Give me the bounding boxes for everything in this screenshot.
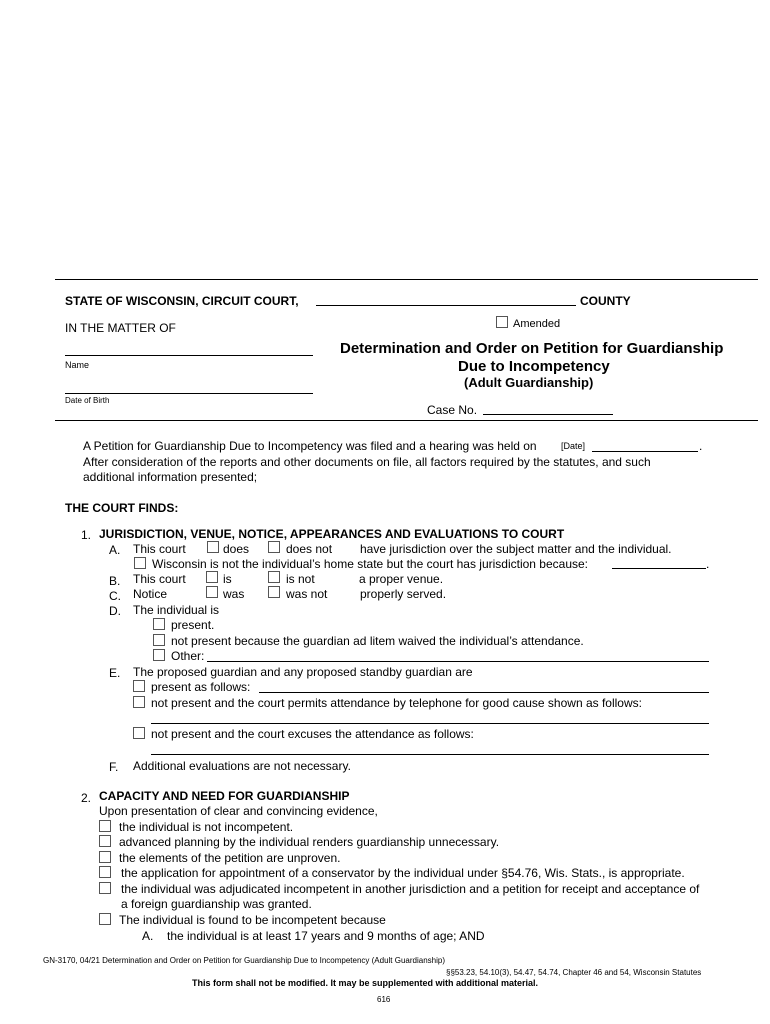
venue-rest: a proper venue. [359,572,444,586]
section1-number: 1. [81,528,92,542]
section2-lead: Upon presentation of clear and convincing evidence, [99,804,378,818]
county-label: COUNTY [580,294,631,308]
notice-was-not-checkbox[interactable] [268,586,280,598]
item-b-letter: B. [109,574,121,588]
top-rule [55,279,758,280]
intro-period: . [699,439,703,453]
incompetent-checkbox[interactable] [99,913,111,925]
hearing-date-field[interactable] [592,451,698,452]
form-title-line1: Determination and Order on Petition for Guardianship [340,340,724,357]
item-2a-text: the individual is at least 17 years and 9 months of age; AND [167,929,485,943]
amended-label: Amended [513,318,561,330]
individual-waived-label: not present because the guardian ad litem waived the individual’s attendance. [171,634,584,648]
section2-title: CAPACITY AND NEED FOR GUARDIANSHIP [99,789,350,803]
item-f-text: Additional evaluations are not necessary. [133,759,351,773]
foreign-guardianship-checkbox[interactable] [99,882,111,894]
guardian-telephone-field[interactable] [151,723,709,724]
dob-field[interactable] [65,393,313,394]
venue-is-checkbox[interactable] [206,571,218,583]
item-c-letter: C. [109,589,121,603]
guardian-excused-checkbox[interactable] [133,727,145,739]
jurisdiction-rest: have jurisdiction over the subject matter and the individual. [360,542,672,556]
notice-was-not-label: was not [286,587,328,601]
name-label: Name [65,360,90,370]
court-finds-heading: THE COURT FINDS: [65,501,179,515]
item-a-text: This court [133,542,186,556]
county-field[interactable] [316,305,576,306]
foreign-guardianship-label-2: a foreign guardianship was granted. [121,897,312,911]
not-incompetent-label: the individual is not incompetent. [119,820,294,834]
intro-line1: A Petition for Guardianship Due to Incompetency was filed and a hearing was held on [83,439,537,453]
matter-of-label: IN THE MATTER OF [65,321,176,335]
form-title-line2: Due to Incompetency [458,358,610,375]
jurisdiction-does-checkbox[interactable] [207,541,219,553]
conservator-label: the application for appointment of a conservator by the individual under §54.76, Wis. Stats., is appropriate. [121,866,685,880]
foreign-guardianship-label-1: the individual was adjudicated incompetent in another jurisdiction and a petition for receipt and acceptance of [121,882,700,896]
item-b-text: This court [133,572,186,586]
item-c-text: Notice [133,587,168,601]
guardian-telephone-checkbox[interactable] [133,696,145,708]
home-state-period: . [706,557,710,571]
individual-other-checkbox[interactable] [153,649,165,661]
individual-present-label: present. [171,618,215,632]
notice-was-checkbox[interactable] [206,586,218,598]
court-label: STATE OF WISCONSIN, CIRCUIT COURT, [65,294,299,308]
notice-was-label: was [223,587,245,601]
dob-label: Date of Birth [65,396,110,405]
jurisdiction-does-not-checkbox[interactable] [268,541,280,553]
case-no-label: Case No. [427,403,478,417]
item-f-letter: F. [109,760,119,774]
page-number: 616 [377,995,391,1004]
guardian-present-label: present as follows: [151,680,251,694]
jurisdiction-does-not-label: does not [286,542,333,556]
guardian-telephone-label: not present and the court permits attendance by telephone for good cause shown as follows: [151,696,642,710]
intro-line2: After consideration of the reports and other documents on file, all factors required by the statutes, and such [83,455,651,469]
advanced-planning-label: advanced planning by the individual renders guardianship unnecessary. [119,835,500,849]
individual-other-label: Other: [171,649,205,663]
jurisdiction-does-label: does [223,542,250,556]
home-state-reason-field[interactable] [612,568,706,569]
item-a-letter: A. [109,543,121,557]
unproven-label: the elements of the petition are unproven. [119,851,341,865]
item-e-text: The proposed guardian and any proposed standby guardian are [133,665,473,679]
guardian-excused-label: not present and the court excuses the attendance as follows: [151,727,474,741]
item-d-letter: D. [109,604,121,618]
footer-form-id: GN-3170, 04/21 Determination and Order on Petition for Guardianship Due to Incompetency (Adult Guardianship) [43,956,445,965]
guardian-present-checkbox[interactable] [133,680,145,692]
amended-checkbox[interactable] [496,316,508,328]
intro-line3: additional information presented; [83,470,258,484]
item-2a-letter: A. [142,929,154,943]
incompetent-label: The individual is found to be incompetent because [119,913,386,927]
date-label: [Date] [561,441,586,451]
advanced-planning-checkbox[interactable] [99,835,111,847]
unproven-checkbox[interactable] [99,851,111,863]
footer-notice: This form shall not be modified. It may be supplemented with additional material. [192,978,539,988]
section1-title: JURISDICTION, VENUE, NOTICE, APPEARANCES AND EVALUATIONS TO COURT [99,527,565,541]
venue-is-label: is [223,572,232,586]
footer-statutes: §§53.23, 54.10(3), 54.47, 54.74, Chapter 46 and 54, Wisconsin Statutes [446,968,702,977]
name-field[interactable] [65,355,313,356]
section2-number: 2. [81,791,92,805]
not-incompetent-checkbox[interactable] [99,820,111,832]
home-state-label: Wisconsin is not the individual’s home state but the court has jurisdiction because: [152,557,589,571]
conservator-checkbox[interactable] [99,866,111,878]
case-no-field[interactable] [483,414,613,415]
venue-is-not-label: is not [286,572,315,586]
individual-waived-checkbox[interactable] [153,634,165,646]
individual-other-field[interactable] [207,661,709,662]
guardian-present-field[interactable] [259,692,709,693]
form-title-line3: (Adult Guardianship) [464,375,594,390]
item-e-letter: E. [109,666,121,680]
home-state-checkbox[interactable] [134,557,146,569]
venue-is-not-checkbox[interactable] [268,571,280,583]
guardian-excused-field[interactable] [151,754,709,755]
notice-rest: properly served. [360,587,447,601]
item-d-text: The individual is [133,603,220,617]
individual-present-checkbox[interactable] [153,618,165,630]
header-bottom-rule [55,420,758,421]
